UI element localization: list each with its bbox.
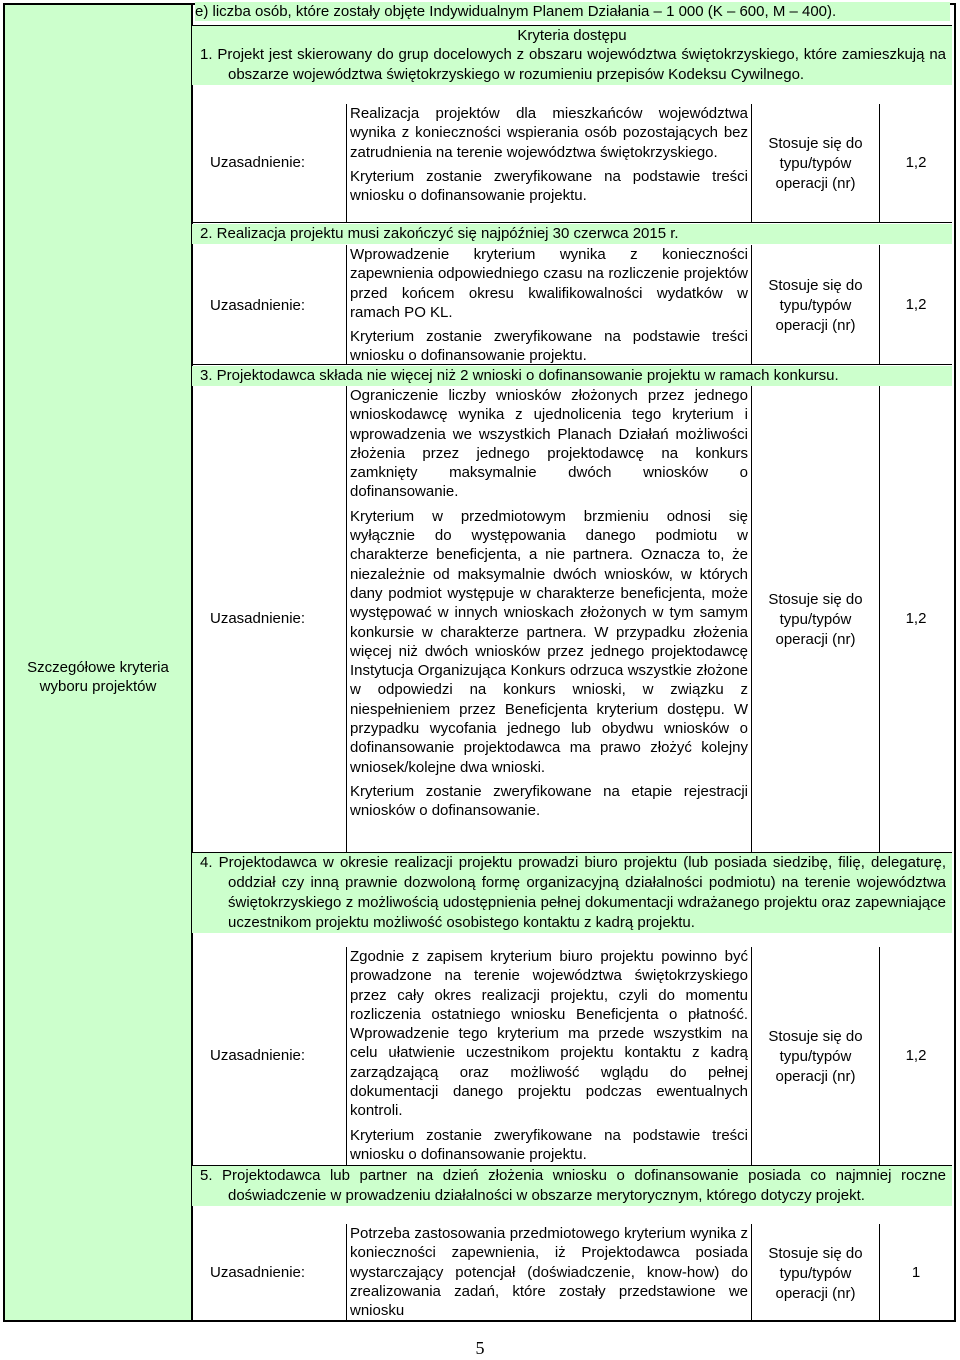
criterion-5-text: 5. Projektodawca lub partner na dzień złożenia wniosku o dofinansowanie posiada co najmniej roczne doświadczenie w prowadzeniu działalności w obszarze merytorycznym, którego dotyczy projekt. [192, 1166, 952, 1206]
justification-text [348, 245, 748, 366]
justification-label: Uzasadnienie: [210, 1264, 306, 1281]
criterion-4-justification [192, 947, 952, 1165]
justification-text [348, 1224, 748, 1320]
criterion-3-justification [192, 386, 952, 852]
operation-types: 1,2 [905, 610, 927, 627]
justification-paragraph: Kryterium w przedmiotowym brzmieniu odnosi się wyłącznie do występowania danego podmiotu w charakterze beneficjenta, a nie partnera. Oznacza to, że niezależnie od maksymalnie dwóch wniosków, w których dany podmiot występuje w charakterze beneficjenta, może występować w innych wnioskach złożonych w tym samym konkursie w charakterze partnera. W przypadku złożenia więcej niż dwóch wniosków przez jednego projektodawcę Instytucja Organizująca Konkurs odrzuca wszystkie złożone w odpowiedzi na konkurs wnioski, w związku z niespełnieniem przez Beneficjenta kryterium dostępu. W przypadku wycofania jednego lub obydwu wniosków o dofinansowanie projektodawca ma prawo złożyć kolejny wniosek/kolejne dwa wnioski. [350, 507, 748, 776]
applies-to: Stosuje się do typu/typów operacji (nr) [768, 1245, 863, 1302]
justification-paragraph: Kryterium zostanie zweryfikowane na podstawie treści wniosku o dofinansowanie projektu. [350, 1126, 748, 1163]
justification-paragraph: Wprowadzenie kryterium wynika z konieczności zapewnienia odpowiedniego czasu na rozliczenie projektów przed końcem okresu kwalifikowalności wydatków w ramach PO KL. [350, 246, 748, 321]
justification-paragraph: Realizacja projektów dla mieszkańców województwa wynika z konieczności wspierania osób pozostających bez zatrudnienia na terenie województwa świętokrzyskiego. [350, 105, 748, 161]
applies-to: Stosuje się do typu/typów operacji (nr) [768, 591, 863, 648]
applies-to: Stosuje się do typu/typów operacji (nr) [768, 1028, 863, 1085]
operation-types: 1,2 [905, 154, 927, 171]
criterion-2-justification [192, 245, 952, 364]
justification-paragraph: Kryterium zostanie zweryfikowane na etapie rejestracji wniosków o dofinansowanie. [350, 782, 748, 820]
left-column-label: Szczegółowe kryteria wyboru projektów [27, 659, 169, 695]
justification-paragraph: Potrzeba zastosowania przedmiotowego kryterium wynika z konieczności zapewnienia, iż Projektodawca posiada wystarczający potencjał (doświadczenie, know-how) do zrealizowania zadań, które zostały przedstawione we wniosku [350, 1225, 748, 1320]
justification-label: Uzasadnienie: [210, 610, 306, 627]
justification-text [348, 386, 748, 821]
header-line: e) liczba osób, które zostały objęte Indywidualnym Planem Działania – 1 000 (K – 600, M – 400). [195, 2, 950, 21]
operation-types: 1 [911, 1264, 921, 1281]
justification-text [348, 947, 748, 1164]
page-number: 5 [475, 1338, 485, 1358]
applies-to: Stosuje się do typu/typów operacji (nr) [768, 277, 863, 334]
section-title: Kryteria dostępu [192, 25, 952, 46]
criterion-2-text: 2. Realizacja projektu musi zakończyć się najpóźniej 30 czerwca 2015 r. [192, 224, 952, 244]
justification-paragraph: Zgodnie z zapisem kryterium biuro projektu powinno być prowadzone na terenie województwa świętokrzyskiego przez cały okres realizacji projektu, czyli do momentu rozliczenia ostatniego wniosku Beneficjenta o płatność. Wprowadzenie tego kryterium ma przede wszystkim na celu ułatwienie uczestnikom projektu kontaktu z kadrą zarządzającą oraz możliwość wglądu do pełnej dokumentacji danego projektu podczas ewentualnych kontroli. [350, 948, 748, 1120]
criterion-4-text: 4. Projektodawca w okresie realizacji projektu prowadzi biuro projektu (lub posiada siedzibę, filię, delegaturę, oddział czy inną prawnie dozwoloną formę organizacyjną działalności podmiotu) na terenie województwa świętokrzyskiego z możliwością udostępnienia pełnej dokumentacji wdrażanego projektu oraz zapewniające uczestnikom projektu możliwość osobistego kontaktu z kadrą projektu. [192, 853, 952, 933]
justification-paragraph: Kryterium zostanie zweryfikowane na podstawie treści wniosku o dofinansowanie projektu. [350, 167, 748, 205]
left-column [5, 5, 193, 1320]
justification-label: Uzasadnienie: [210, 154, 306, 171]
justification-label: Uzasadnienie: [210, 297, 306, 314]
operation-types: 1,2 [905, 296, 927, 313]
criterion-3-text: 3. Projektodawca składa nie więcej niż 2 wnioski o dofinansowanie projektu w ramach konkursu. [192, 366, 952, 386]
justification-paragraph: Kryterium zostanie zweryfikowane na podstawie treści wniosku o dofinansowanie projektu. [350, 328, 748, 365]
criterion-1-text: 1. Projekt jest skierowany do grup docelowych z obszaru województwa świętokrzyskiego, które zamieszkują na obszarze województwa świętokrzyskiego w rozumieniu przepisów Kodeksu Cywilnego. [192, 45, 952, 85]
operation-types: 1,2 [905, 1047, 927, 1064]
justification-label: Uzasadnienie: [210, 1047, 306, 1064]
criterion-1-justification [192, 104, 952, 222]
criterion-5-justification [192, 1224, 952, 1320]
justification-text [348, 104, 748, 205]
applies-to: Stosuje się do typu/typów operacji (nr) [768, 135, 863, 192]
justification-paragraph: Ograniczenie liczby wniosków złożonych przez jednego wnioskodawcę wynika z ujednolicenia tego kryterium i wprowadzenia we wszystkich Planach Działań możliwości złożenia przez jednego projektodawcę na konkurs zamknięty maksymalnie dwóch wniosków o dofinansowanie. [350, 387, 748, 501]
